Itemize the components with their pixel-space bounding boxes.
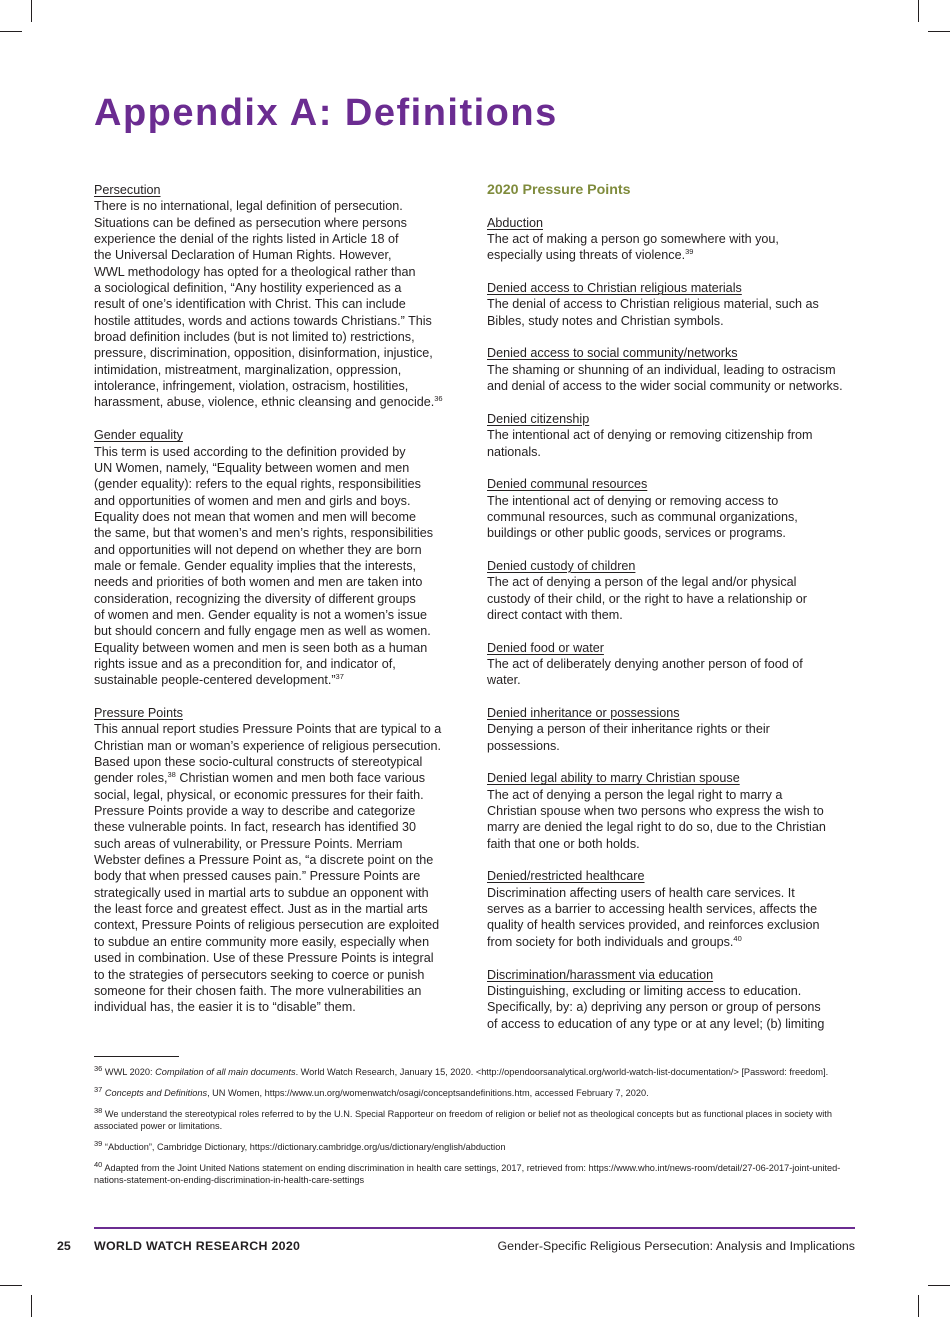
- section-heading: 2020 Pressure Points: [487, 182, 631, 198]
- left-column: [94, 182, 470, 1032]
- definition-text: This term is used according to the definition provided by UN Women, namely, “Equality between women and men (gender equality): refers to the equal rights, responsibilities and opportunities of women and men and girls and boys. Equality does not mean that women and men will become the same, but that women’s and men’s rights, responsibilities and opportunities will not depend on whether they are born male or female. Gender equality implies that the interests, needs and priorities of both women and men are taken into consideration, recognizing the diversity of different groups of women and men. Gender equality is not a women’s issue but should concern and fully engage men as well as women. Equality between women and men is seen both as a human rights issue and as a precondition for, and indicator of, sustainable people-centered development.”$^{37}$: [94, 444, 434, 688]
- term-heading: Denied legal ability to marry Christian spouse: [487, 771, 740, 786]
- footnote-ref[interactable]: 36: [434, 394, 443, 404]
- definition-text: The act of deliberately denying another person of food of water.: [487, 656, 803, 688]
- page-number: 25: [57, 1239, 71, 1253]
- footnotes: [94, 1063, 854, 1195]
- definition-text: Discrimination affecting users of health care services. It serves as a barrier to accessing health services, affects the quality of health services provided, and reinforces exclusion from society for both individuals and groups.$^{40}$: [487, 885, 820, 949]
- term-heading: Denied access to social community/networks: [487, 346, 738, 361]
- pressure-point-entry: [487, 558, 859, 623]
- term-heading: Denied food or water: [487, 640, 604, 655]
- term-heading: Denied citizenship: [487, 411, 590, 426]
- footnote-divider: [94, 1056, 179, 1057]
- crop-mark: [918, 0, 919, 22]
- term-heading: Discrimination/harassment via education: [487, 967, 714, 982]
- term-heading: Denied inheritance or possessions: [487, 706, 680, 720]
- definition-text: There is no international, legal definition of persecution. Situations can be defined as persecution where persons experience the denial of the rights listed in Article 18 of the Universal Declaration of Human Rights. However, WWL methodology has opted for a theological rather than a sociological definition, “Any hostility experienced as a result of one’s identification with Christ. This can include hostile attitudes, words and actions towards Christians.” This broad definition includes (but is not limited to) restrictions, pressure, discrimination, opposition, disinformation, injustice, intimidation, mistreatment, marginalization, oppression, intolerance, infringement, violation, ostracism, hostilities, harassment, abuse, violence, ethnic cleansing and genocide.$^{36}$: [94, 199, 443, 410]
- footnote-ref[interactable]: 38: [167, 770, 176, 780]
- pressure-point-entry: [487, 640, 859, 689]
- pressure-point-entry: [487, 476, 859, 541]
- pressure-point-entry: [487, 868, 859, 950]
- pressure-point-entry: [487, 345, 859, 394]
- definition-persecution: [94, 182, 470, 411]
- term-heading: Pressure Points: [94, 706, 183, 720]
- footnote: $^{36}$ WWL 2020: Compilation of all main documents. World Watch Research, January 15, 2020. <http://opendoorsanalytical.org/world-watch-list-documentation/> [Password: freedom].: [94, 1063, 829, 1077]
- crop-mark: [928, 1285, 950, 1286]
- definition-text: Distinguishing, excluding or limiting access to education. Specifically, by: a) depriving any person or group of persons of access to education of any type or at any level; (b) limiting: [487, 983, 825, 1031]
- crop-mark: [0, 1285, 22, 1286]
- pressure-point-entry: [487, 411, 859, 460]
- footnote-number: 37: [94, 1084, 103, 1094]
- footnote-ref[interactable]: 37: [335, 672, 344, 682]
- definition-text: The act of denying a person the legal right to marry a Christian spouse when two persons who express the wish to marry are denied the legal right to do so, due to the Christian faith that one or both holds.: [487, 787, 826, 851]
- term-heading: Denied access to Christian religious materials: [487, 281, 742, 296]
- definition-text: The intentional act of denying or removing access to communal resources, such as communal organizations, buildings or other public goods, services or programs.: [487, 493, 798, 541]
- footnote-number: 36: [94, 1063, 103, 1073]
- footnote: $^{39}$ “Abduction”, Cambridge Dictionary, https://dictionary.cambridge.org/us/dictionary/english/abduction: [94, 1138, 506, 1152]
- footnote-number: 38: [94, 1105, 103, 1115]
- footer-divider: [94, 1227, 855, 1229]
- pressure-point-entry: [487, 967, 859, 1032]
- definition-text: The intentional act of denying or removing citizenship from nationals.: [487, 428, 813, 459]
- footnote-ref[interactable]: 39: [685, 247, 694, 257]
- definition-text: The denial of access to Christian religious material, such as Bibles, study notes and Christian symbols.: [487, 297, 819, 328]
- crop-mark: [31, 1295, 32, 1317]
- term-heading: Denied communal resources: [487, 477, 648, 492]
- footnote-number: 40: [94, 1159, 103, 1169]
- page-title: Appendix A: Definitions: [94, 92, 558, 134]
- definition-text: The shaming or shunning of an individual, leading to ostracism and denial of access to the wider social community or networks.: [487, 362, 843, 394]
- pressure-point-entry: [487, 280, 859, 329]
- right-column: [487, 182, 859, 1032]
- pressure-points-list: [487, 215, 859, 1032]
- footnote: $^{38}$ We understand the stereotypical roles referred to by the U.N. Special Rapporteur on freedom of religion or belief not as theological concepts but as functional places in society with associated power or limitations.: [94, 1105, 832, 1131]
- definition-text: Denying a person of their inheritance rights or their possessions.: [487, 722, 770, 753]
- footnote-number: 39: [94, 1138, 103, 1148]
- term-heading: Gender equality: [94, 428, 183, 443]
- document-title: Gender-Specific Religious Persecution: Analysis and Implications: [497, 1239, 855, 1253]
- crop-mark: [0, 31, 22, 32]
- footnote-ref[interactable]: 40: [733, 933, 742, 943]
- definition-text: The act of denying a person of the legal and/or physical custody of their child, or the right to have a relationship or direct contact with them.: [487, 575, 807, 622]
- crop-mark: [918, 1295, 919, 1317]
- crop-mark: [928, 31, 950, 32]
- pressure-point-entry: [487, 215, 859, 264]
- publication-name: WORLD WATCH RESEARCH 2020: [94, 1239, 301, 1253]
- term-heading: Denied/restricted healthcare: [487, 869, 645, 884]
- footnote: $^{40}$ Adapted from the Joint United Nations statement on ending discrimination in health care settings, 2017, retrieved from: https://www.who.int/news-room/detail/27-06-2017-joint-united-nations-statement-on-ending-discrimination-in-health-care-settings: [94, 1159, 841, 1185]
- pressure-point-entry: [487, 770, 859, 852]
- pressure-point-entry: [487, 705, 859, 754]
- term-heading: Persecution: [94, 183, 161, 197]
- definition-gender-equality: [94, 427, 470, 689]
- crop-mark: [31, 0, 32, 22]
- definition-pressure-points: [94, 705, 470, 1016]
- definition-text: This annual report studies Pressure Points that are typical to a Christian man or woman’s experience of religious persecution. Based upon these socio-cultural constructs of stereotypical gender roles,$^{38}$ Christian women and men both face various social, legal, physical, or economic pressures for their faith. Pressure Points provide a way to describe and categorize these vulnerable points. In fact, research has identified 30 such areas of vulnerability, or Pressure Points. Merriam Webster defines a Pressure Point as, “a discrete point on the body that when pressed causes pain.” Pressure Points are strategically used in martial arts to subdue an opponent with the least force and greatest effect. Just as in the martial arts context, Pressure Points of religious persecution are exploited to subdue an entire community more easily, especially when used in combination. Use of these Pressure Points is integral to the strategies of persecutors seeking to coerce or punish someone for their chosen faith. The more vulnerabilities an individual has, the easier it is to “disable” them.: [94, 722, 442, 1015]
- term-heading: Denied custody of children: [487, 558, 636, 573]
- definition-text: The act of making a person go somewhere with you, especially using threats of violence.$^{39}$: [487, 232, 779, 263]
- term-heading: Abduction: [487, 215, 544, 230]
- footnote: $^{37}$ Concepts and Definitions, UN Women, https://www.un.org/womenwatch/osagi/conceptsandefinitions.htm, accessed February 7, 2020.: [94, 1084, 649, 1098]
